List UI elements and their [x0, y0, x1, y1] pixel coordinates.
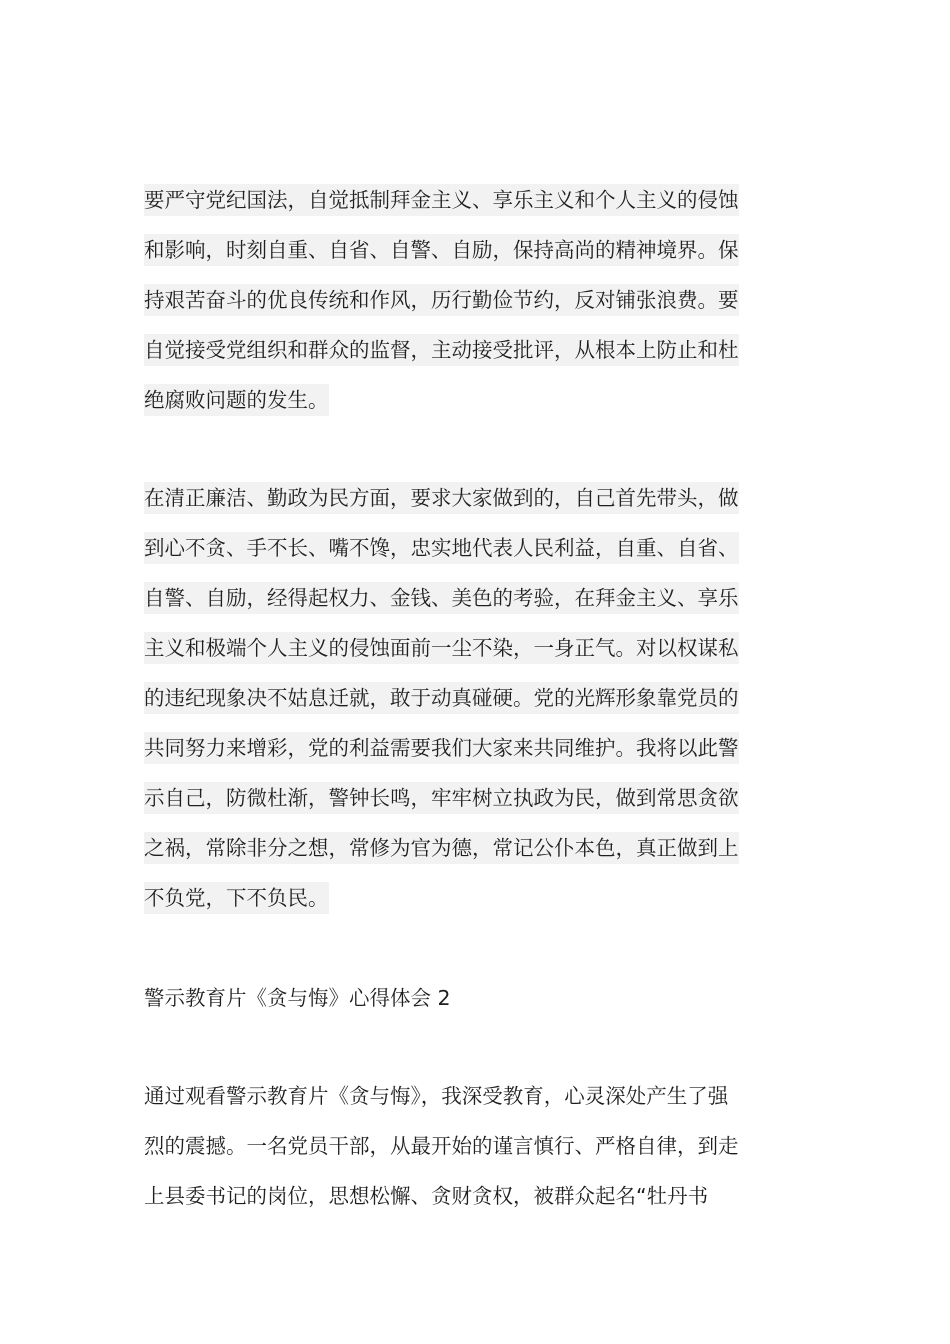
- paragraph-line: 示自己，防微杜渐，警钟长鸣，牢牢树立执政为民，做到常思贪欲: [144, 773, 808, 823]
- paragraph-2: [144, 473, 808, 923]
- paragraph-line: 烈的震撼。一名党员干部，从最开始的谨言慎行、严格自律，到走: [144, 1134, 739, 1158]
- paragraph-line: 主义和极端个人主义的侵蚀面前一尘不染，一身正气。对以权谋私: [144, 623, 808, 673]
- paragraph-line: 和影响，时刻自重、自省、自警、自励，保持高尚的精神境界。保: [144, 225, 808, 275]
- paragraph-line: 自觉接受党组织和群众的监督，主动接受批评，从根本上防止和杜: [144, 325, 808, 375]
- paragraph-1: [144, 175, 808, 425]
- paragraph-line: 在清正廉洁、勤政为民方面，要求大家做到的，自己首先带头，做: [144, 473, 808, 523]
- paragraph-line: 上县委书记的岗位，思想松懈、贪财贪权，被群众起名“牡丹书: [144, 1184, 709, 1208]
- paragraph-3: [144, 1071, 808, 1221]
- paragraph-line: 之祸，常除非分之想，常修为官为德，常记公仆本色，真正做到上: [144, 823, 808, 873]
- paragraph-line: 共同努力来增彩，党的利益需要我们大家来共同维护。我将以此警: [144, 723, 808, 773]
- section-heading: 警示教育片《贪与悔》心得体会 2: [144, 986, 451, 1010]
- paragraph-line: 不负党，下不负民。: [144, 873, 808, 923]
- paragraph-line: 自警、自励，经得起权力、金钱、美色的考验，在拜金主义、享乐: [144, 573, 808, 623]
- paragraph-line: 持艰苦奋斗的优良传统和作风，历行勤俭节约，反对铺张浪费。要: [144, 275, 808, 325]
- paragraph-line: 要严守党纪国法，自觉抵制拜金主义、享乐主义和个人主义的侵蚀: [144, 175, 808, 225]
- paragraph-line: 绝腐败问题的发生。: [144, 375, 808, 425]
- paragraph-line: 通过观看警示教育片《贪与悔》，我深受教育，心灵深处产生了强: [144, 1084, 729, 1108]
- paragraph-line: 到心不贪、手不长、嘴不馋，忠实地代表人民利益，自重、自省、: [144, 523, 808, 573]
- paragraph-line: 的违纪现象决不姑息迁就，敢于动真碰硬。党的光辉形象靠党员的: [144, 673, 808, 723]
